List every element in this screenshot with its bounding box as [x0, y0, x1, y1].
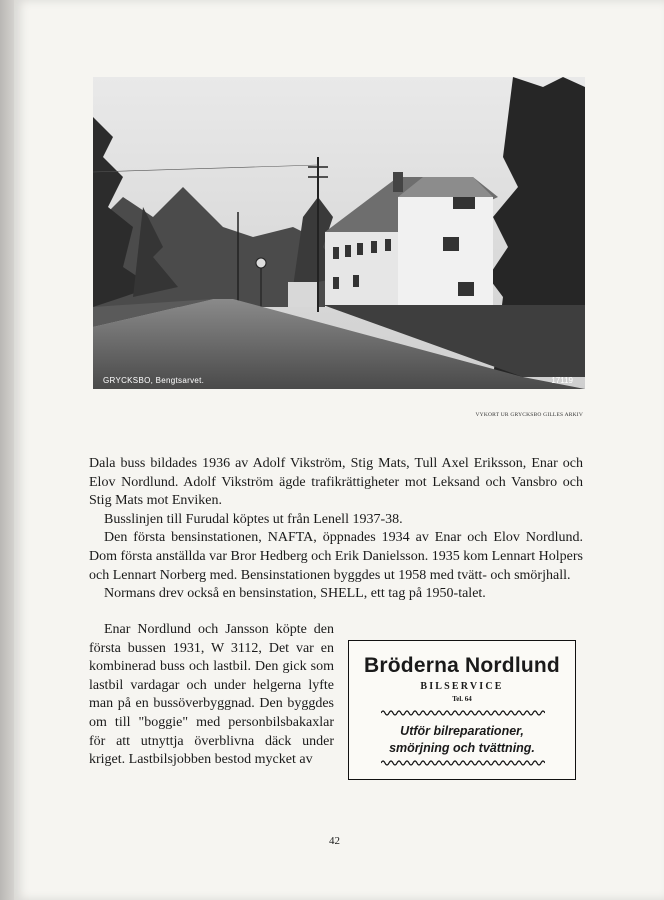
book-spine-shadow [0, 0, 14, 900]
paragraph: Busslinjen till Furudal köptes ut från Lenell 1937-38. [104, 511, 403, 527]
wavy-divider-icon [381, 759, 545, 767]
historical-photo [93, 77, 585, 389]
paragraph: Dala buss bildades 1936 av Adolf Vikström, Stig Mats, Tull Axel Eriksson, Enar och Elov Nordlund. Adolf Vikström ägde trafikrättigheter mot Leksand och Vansbro och Stig Mats mot Enviken. [89, 456, 583, 509]
photo-scene [93, 77, 585, 389]
ad-service-line-2: smörjning och tvättning. [389, 741, 535, 755]
photo-credit: VYKORT UR GRYCKSBO GILLES ARKIV [475, 412, 583, 418]
ad-subtitle: BILSERVICE [420, 681, 504, 692]
paragraph: Den första bensinstationen, NAFTA, öppnades 1934 av Enar och Elov Nordlund. Dom första anställda var Bror Hedberg och Erik Danielsson. 1935 kom Lennart Holpers och Lennart Norberg med. Bensinstationen byggdes ut 1958 med tvätt- och smörjhall. [89, 530, 583, 583]
advertisement-box [348, 640, 576, 780]
paragraph: Normans drev också en bensinstation, SHELL, ett tag på 1950-talet. [104, 586, 486, 602]
photo-caption-location: GRYCKSBO, Bengtsarvet. [103, 376, 205, 385]
paragraph: Enar Nordlund och Jansson köpte den första bussen 1931, W 3112, Det var en kombinerad buss och lastbil. Den gick som lastbil vardagar och under helgerna lyfte man på en bussöverbyggnad. Den byggdes om till "boggie" med personbilsbakaxlar för att utnyttja överblivna däck under kriget. Lastbilsjobben bestod mycket av [89, 622, 334, 768]
ad-title: Bröderna Nordlund [364, 654, 560, 677]
ad-service-line-1: Utför bilreparationer, [400, 724, 524, 738]
wrapped-column-text [89, 621, 334, 770]
ad-telephone: Tel. 64 [452, 695, 472, 703]
wavy-divider-icon [381, 709, 545, 717]
body-text [89, 455, 583, 604]
photo-caption-number: 17119 [551, 376, 573, 385]
page-number: 42 [329, 835, 340, 847]
